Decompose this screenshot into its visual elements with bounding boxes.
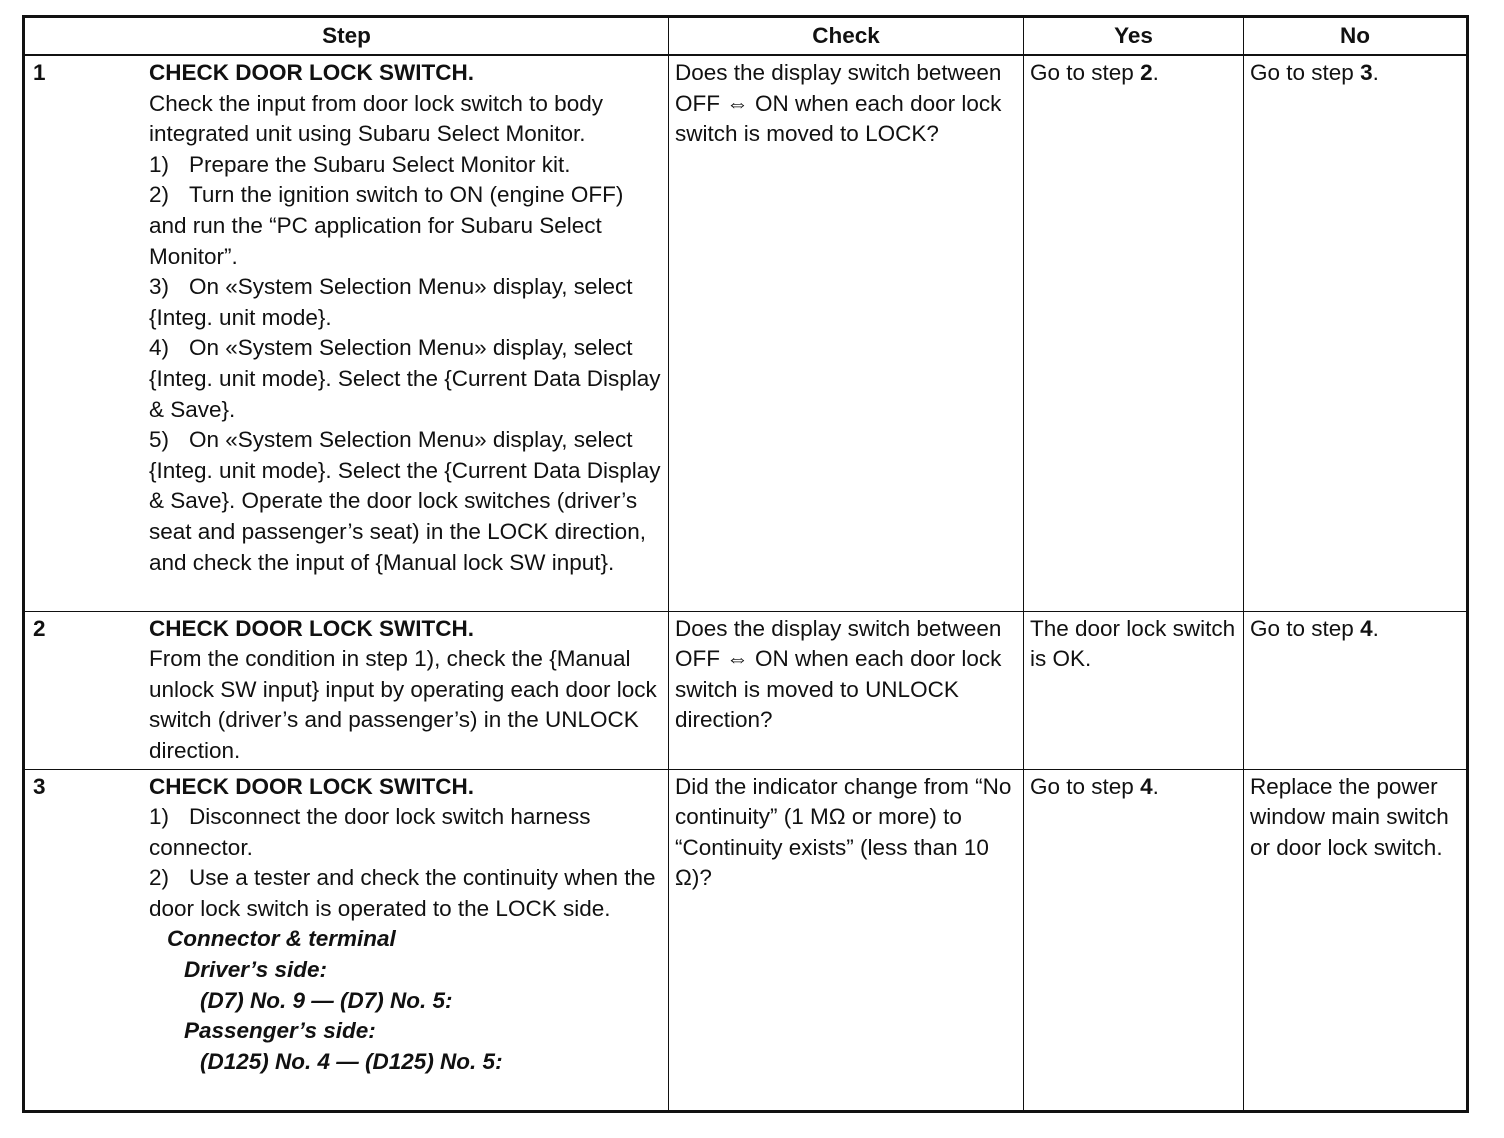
step-cell bbox=[24, 611, 669, 769]
connector-terminal-label: Connector & terminal bbox=[167, 926, 396, 952]
step-intro: Check the input from door lock switch to body integrated unit using Subaru Select Monitor. bbox=[149, 90, 603, 147]
step-number: 2 bbox=[33, 615, 46, 641]
step-intro: From the condition in step 1), check the {Manual unlock SW input} input by operating each door lock switch (driver’s and passenger’s) in the UNLOCK direction. bbox=[149, 646, 657, 763]
header-yes: Yes bbox=[1024, 17, 1244, 56]
step-item: 5) On «System Selection Menu» display, select {Integ. unit mode}. Select the {Current Data Display & Save}. Operate the door lock switches (driver’s seat and passenger’s seat) in the LOCK direction, and check the input of {Manual lock SW input}. bbox=[149, 427, 661, 575]
yes-cell: The door lock switch is OK. bbox=[1024, 611, 1244, 769]
header-no: No bbox=[1244, 17, 1468, 56]
check-cell: Does the display switch between OFF ⇔ ON when each door lock switch is moved to UNLOCK direction? bbox=[669, 611, 1024, 769]
step-number: 1 bbox=[33, 60, 46, 85]
step-item: 4) On «System Selection Menu» display, select {Integ. unit mode}. Select the {Current Data Display & Save}. bbox=[149, 335, 661, 422]
step-item: 2) Turn the ignition switch to ON (engine OFF) and run the “PC application for Subaru Select Monitor”. bbox=[149, 182, 624, 269]
step-item: 3) On «System Selection Menu» display, select {Integ. unit mode}. bbox=[149, 274, 633, 330]
step-item: 1) Prepare the Subaru Select Monitor kit. bbox=[149, 151, 571, 177]
step-cell bbox=[24, 55, 669, 611]
check-cell: Did the indicator change from “No continuity” (1 MΩ or more) to “Continuity exists” (less than 10 Ω)? bbox=[669, 769, 1024, 1112]
no-step-number: 3 bbox=[1360, 60, 1373, 85]
table-row bbox=[24, 769, 1468, 1112]
no-cell: Replace the power window main switch or door lock switch. bbox=[1244, 769, 1468, 1112]
step-cell bbox=[24, 769, 669, 1112]
step-title: CHECK DOOR LOCK SWITCH. bbox=[149, 60, 474, 85]
step-item: 2) Use a tester and check the continuity when the door lock switch is operated to the LOCK side. bbox=[149, 865, 656, 921]
yes-step-number: 2 bbox=[1140, 60, 1153, 85]
step-item: 1) Disconnect the door lock switch harness connector. bbox=[149, 804, 591, 860]
step-title: CHECK DOOR LOCK SWITCH. bbox=[149, 773, 474, 799]
no-cell: Go to step 4. bbox=[1244, 611, 1468, 769]
yes-cell: Go to step 2. bbox=[1024, 55, 1244, 611]
yes-step-number: 4 bbox=[1140, 773, 1153, 799]
yes-cell: Go to step 4. bbox=[1024, 769, 1244, 1112]
header-row bbox=[24, 17, 1468, 56]
no-cell: Go to step 3. bbox=[1244, 55, 1468, 611]
driver-terminal: (D7) No. 9 — (D7) No. 5: bbox=[200, 987, 453, 1013]
step-title: CHECK DOOR LOCK SWITCH. bbox=[149, 615, 474, 641]
step-number: 3 bbox=[33, 773, 46, 799]
passenger-terminal: (D125) No. 4 — (D125) No. 5: bbox=[200, 1048, 503, 1074]
driver-side-label: Driver’s side: bbox=[184, 957, 327, 983]
no-step-number: 4 bbox=[1360, 615, 1373, 641]
header-check: Check bbox=[669, 17, 1024, 56]
passenger-side-label: Passenger’s side: bbox=[184, 1018, 376, 1044]
table-row bbox=[24, 611, 1468, 769]
table-row bbox=[24, 55, 1468, 611]
diagnosis-table bbox=[22, 15, 1469, 1113]
check-cell: Does the display switch between OFF ⇔ ON when each door lock switch is moved to LOCK? bbox=[669, 55, 1024, 611]
header-step: Step bbox=[24, 17, 669, 56]
